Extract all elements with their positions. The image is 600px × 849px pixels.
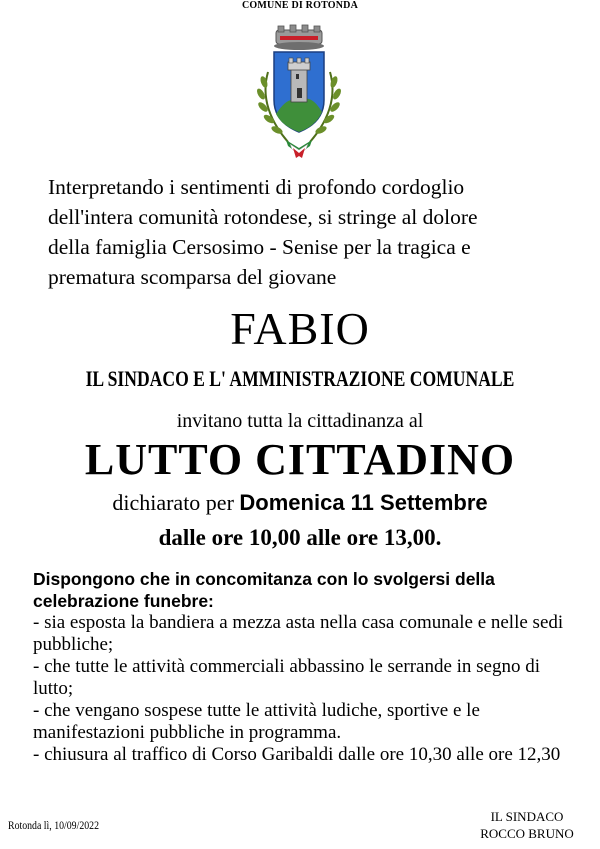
municipality-title: COMUNE DI ROTONDA [242, 0, 358, 11]
signature-block [468, 808, 586, 842]
place-and-date: Rotonda lì, 10/09/2022 [8, 818, 100, 832]
headline: LUTTO CITTADINO [84, 435, 516, 484]
condolence-line: Interpretando i sentimenti di profondo cordoglio [48, 175, 465, 199]
dispositions-lead: Dispongono che in concomitanza con lo svolgersi della celebrazione funebre: [33, 569, 495, 611]
declared-prefix: dichiarato per [112, 490, 240, 515]
declared-date: Domenica 11 Settembre [239, 490, 488, 515]
disposition-item: - che vengano sospese tutte le attività ludiche, sportive e le manifestazioni pubbliche in programma. [33, 700, 480, 743]
town-crest-icon [244, 22, 354, 162]
condolence-line: della famiglia Cersosimo - Senise per la tragica e [48, 235, 471, 259]
deceased-name: FABIO [230, 303, 370, 354]
condolence-line: dell'intera comunità rotondese, si stringe al dolore [48, 205, 478, 229]
document-header [0, 0, 600, 11]
declared-date-line [0, 490, 600, 516]
disposition-item: - sia esposta la bandiera a mezza asta nella casa comunale e nelle sedi pubbliche; [33, 612, 564, 655]
signature-name: ROCCO BRUNO [480, 826, 574, 841]
condolence-line: prematura scomparsa del giovane [48, 265, 337, 289]
condolence-paragraph [48, 172, 566, 292]
disposition-item: - chiusura al traffico di Corso Garibaldi dalle ore 10,30 alle ore 12,30 [33, 744, 561, 765]
dispositions-section [33, 568, 573, 766]
signature-title: IL SINDACO [490, 809, 564, 824]
disposition-item: - che tutte le attività commerciali abbassino le serrande in segno di lutto; [33, 656, 541, 699]
ribbon-icon [286, 140, 312, 158]
issuing-authority: IL SINDACO E L' AMMINISTRAZIONE COMUNALE [85, 366, 515, 391]
mourning-hours: dalle ore 10,00 alle ore 13,00. [158, 525, 442, 550]
crown-icon [274, 25, 324, 50]
tower-icon [288, 58, 310, 102]
invitation-text: invitano tutta la cittadinanza al [176, 410, 424, 432]
